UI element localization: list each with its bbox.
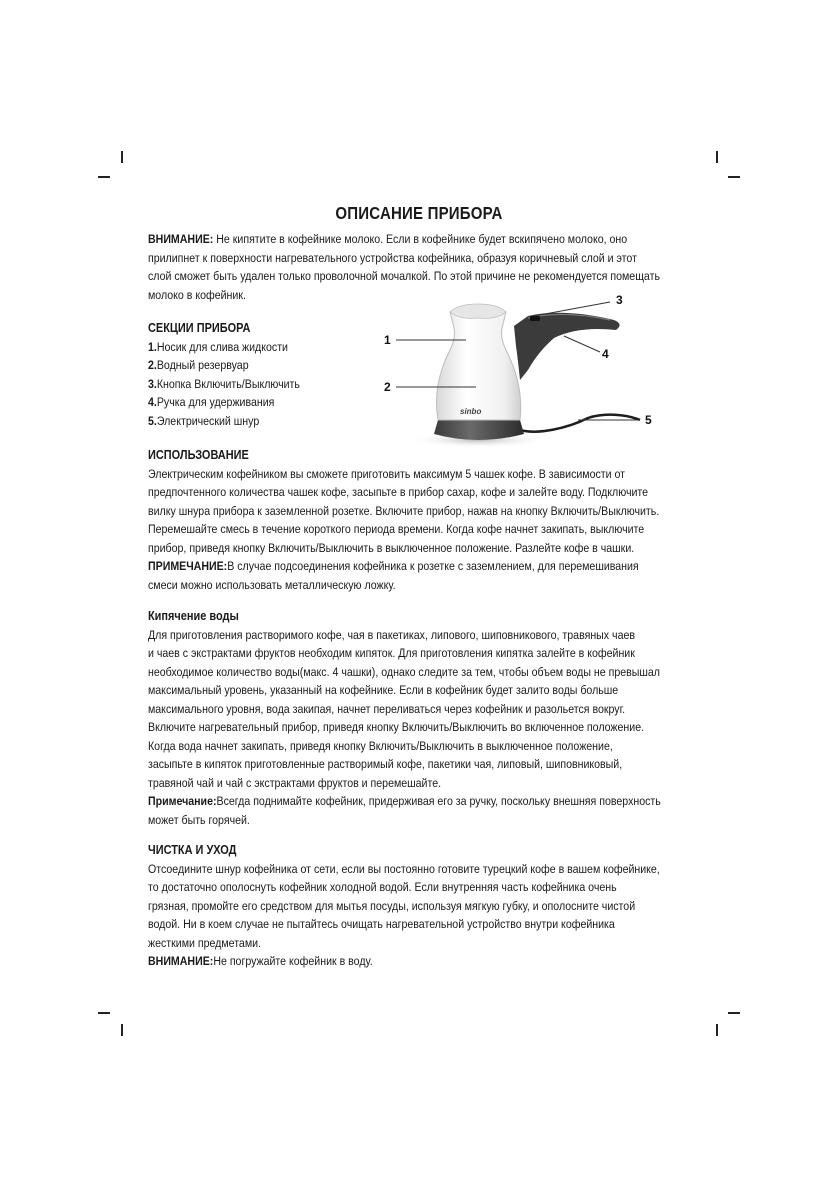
usage-heading: ИСПОЛЬЗОВАНИЕ (148, 448, 249, 462)
parts-item: 2. Водный резервуар (148, 358, 249, 372)
leader-line-4 (564, 336, 600, 352)
coffee-maker-figure (378, 290, 668, 452)
parts-item: 3. Кнопка Включить/Выключить (148, 376, 300, 391)
crop-mark (98, 176, 110, 178)
parts-item: 4. Ручка для удерживания (148, 395, 275, 409)
power-cord (520, 415, 640, 432)
cleaning-warning: ВНИМАНИЕ: Не погружайте кофейник в воду. (148, 954, 373, 968)
crop-mark (98, 1012, 110, 1014)
brand-logo: sinbo (460, 407, 482, 416)
power-button (530, 316, 540, 321)
cleaning-section: ЧИСТКА И УХОД Отсоедините шнур кофейника от сети, если вы постоянно готовите турецкий кофе в вашем кофейнике, то достаточно ополоснуть кофейник холодной водой. Если внутренняя часть кофейника очень грязная, промойте его средством для мытья посуды, используя мягкую губку, и ополосните чистой водой. Ни в коем случае не пытайтесь очищать нагревательной устройство внутри кофейника жесткими предметами. ВНИМАНИЕ: Не погружайте кофейник в воду. (148, 841, 690, 971)
spout (450, 304, 506, 318)
crop-mark (121, 1024, 123, 1036)
figure-label-2: 2 (384, 380, 391, 394)
figure-label-3: 3 (616, 293, 623, 307)
parts-section (148, 319, 388, 430)
cleaning-heading: ЧИСТКА И УХОД (148, 843, 237, 857)
warning-label: ВНИМАНИЕ: (148, 232, 214, 246)
figure-label-1: 1 (384, 333, 391, 347)
figure-label-4: 4 (602, 347, 609, 361)
parts-item: 1. Носик для слива жидкости (148, 339, 288, 354)
coffee-maker-illustration (378, 290, 668, 452)
water-reservoir (437, 307, 521, 420)
parts-heading: СЕКЦИИ ПРИБОРА (148, 321, 251, 335)
crop-mark (728, 1012, 740, 1014)
usage-note: ПРИМЕЧАНИЕ: В случае подсоединения кофейника к розетке с заземлением, для перемешивания (148, 559, 639, 573)
boiling-note: Примечание: Всегда поднимайте кофейник, придерживая его за ручку, поскольку внешняя поверхность (148, 794, 661, 808)
page-title: ОПИСАНИЕ ПРИБОРА (335, 203, 503, 223)
parts-item: 5. Электрический шнур (148, 413, 260, 428)
boiling-heading: Кипячение воды (148, 609, 239, 623)
base (434, 420, 524, 440)
figure-label-5: 5 (645, 413, 652, 427)
crop-mark (716, 1024, 718, 1036)
usage-section: ИСПОЛЬЗОВАНИЕ Электрическим кофейником вы сможете приготовить максимум 5 чашек кофе. В зависимости от предпочтенного количества чашек кофе, засыпьте в прибор сахар, кофе и залейте воду. Подключите вилку шнура прибора к заземленной розетке. Включите прибор, нажав на кнопку Включить/Выключить. Перемешайте смесь в течение короткого периода времени. Когда кофе начнет закипать, выключите прибор, приведя кнопку Включить/Выключить в выключенное положение. Разлейте кофе в чашки. ПРИМЕЧАНИЕ: В случае подсоединения кофейника к розетке с заземлением, для перемешивания смеси можно использовать металлическую ложку. (148, 446, 690, 594)
crop-mark (121, 151, 123, 163)
crop-mark (728, 176, 740, 178)
boiling-section: Кипячение воды Для приготовления растворимого кофе, чая в пакетиках, липового, шиповникового, травяных чаев и чаев с экстрактами фруктов необходим кипяток. Для приготовления кипятка залейте в кофейник необходимое количество воды(макс. 4 чашки), однако следите за тем, чтобы объем воды не превышал максимальный уровень, указанный на кофейнике. Если в кофейник будет залито воды больше максимального уровня, вода закипая, начнет переливаться через кофейник и разольется вокруг. Включите нагревательный прибор, приведя кнопку Включить/Выключить во включенное положение. Когда вода начнет закипать, приведя кнопку Включить/Выключить в выключенное положение, засыпьте в кипяток приготовленные растворимый кофе, пакетики чая, липовый, шиповниковый, травяной чай и чай с экстрактами фруктов и перемешайте. Примечание: Всегда поднимайте кофейник, придерживая его за ручку, поскольку внешняя поверхность может быть горячей. (148, 607, 690, 829)
crop-mark (716, 151, 718, 163)
warning-paragraph: ВНИМАНИЕ: Не кипятите в кофейнике молоко. Если в кофейнике будет вскипячено молоко, оно прилипнет к поверхности нагревательного устройства кофейника, образуя коричневый слой и этот слой сможет быть удален только проволочной мочалкой. По этой причине не рекомендуется помещать молоко в кофейник. (148, 232, 660, 302)
